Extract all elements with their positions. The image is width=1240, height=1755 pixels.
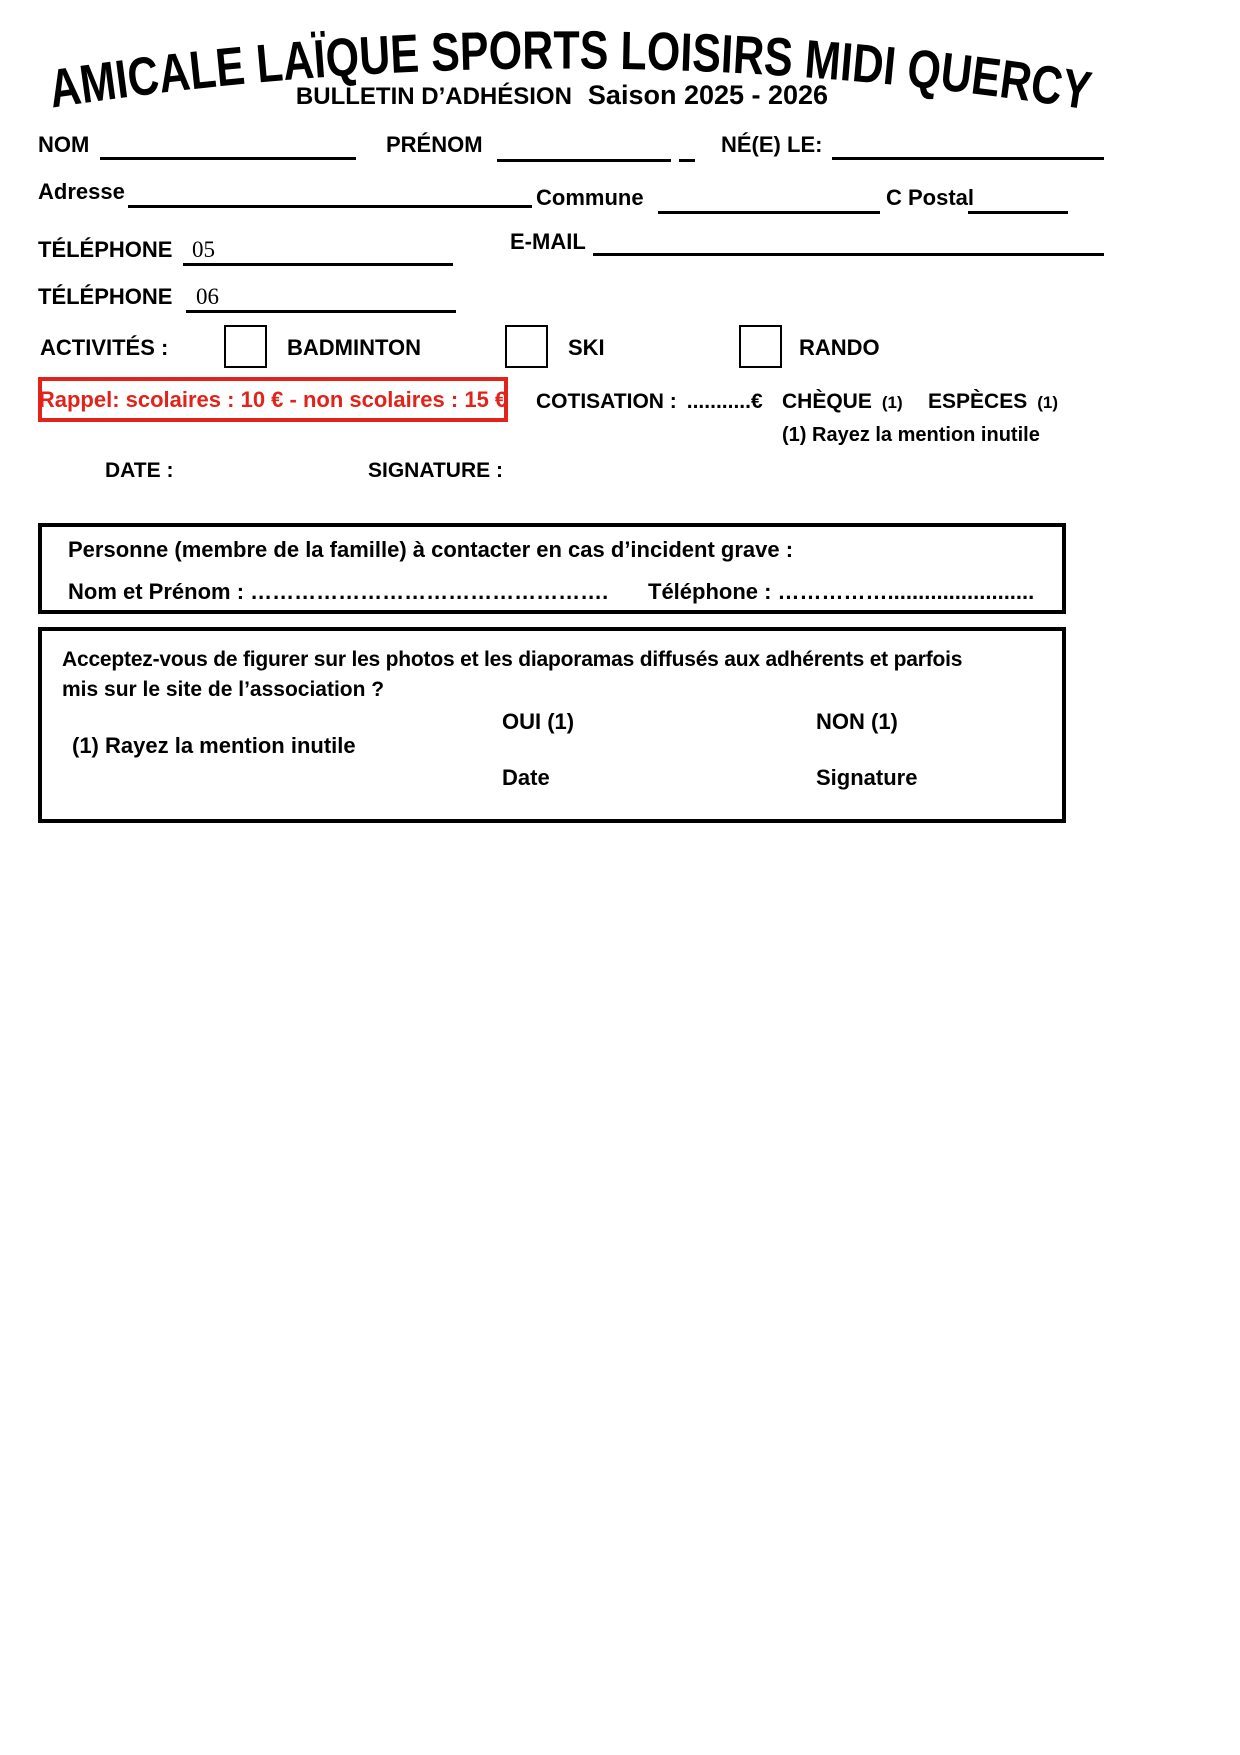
oui-label: OUI (1) [502, 709, 575, 734]
especes-strike-mark: (1) [1037, 393, 1058, 412]
especes-option [928, 389, 1058, 415]
season-label: Saison 2025 - 2026 [587, 80, 829, 110]
phone2-field-line [186, 310, 456, 313]
cheque-label: CHÈQUE [782, 390, 872, 413]
photo-date-label: Date [502, 765, 550, 790]
fee-reminder-box [38, 377, 508, 422]
activities-label: ACTIVITÉS : [40, 335, 169, 360]
phone2-label: TÉLÉPHONE [38, 284, 173, 309]
phone1-prefix: 05 [192, 237, 215, 262]
club-title-text: AMICALE LAÏQUE SPORTS LOISIRS MIDI QUERCY [45, 20, 1103, 123]
cotisation-value: ...........€ [686, 390, 763, 413]
ski-label: SKI [568, 335, 605, 360]
fee-reminder-text: Rappel: scolaires : 10 € - non scolaires : 15 € [38, 386, 508, 412]
birthdate-label: NÉ(E) LE: [721, 132, 823, 157]
rando-label: RANDO [799, 335, 880, 360]
phone1-label: TÉLÉPHONE [38, 237, 173, 262]
club-title-arc [0, 4, 1240, 132]
commune-label: Commune [536, 185, 644, 210]
cheque-option [782, 389, 903, 415]
commune-field-line [658, 211, 880, 214]
emergency-name-line: Nom et Prénom : …………………………………………. [68, 579, 609, 604]
strike-note: (1) Rayez la mention inutile [782, 424, 1040, 446]
rando-checkbox [739, 325, 782, 368]
email-field-line [593, 253, 1104, 256]
cotisation-row [536, 389, 763, 415]
address-label: Adresse [38, 179, 125, 204]
prenom-field-line-end [679, 159, 695, 162]
emergency-contact-box [38, 523, 1066, 614]
postal-code-label: C Postal [886, 185, 975, 210]
nom-label: NOM [38, 132, 90, 157]
date-label: DATE : [105, 459, 174, 482]
ski-checkbox [505, 325, 548, 368]
non-label: NON (1) [816, 709, 898, 734]
nom-field-line [100, 157, 356, 160]
phone2-prefix: 06 [196, 284, 219, 309]
phone1-field-line [183, 263, 453, 266]
photo-question-line2: mis sur le site de l’association ? [62, 678, 385, 701]
emergency-phone-line: Téléphone : ……………........................ [648, 579, 1035, 604]
especes-label: ESPÈCES [928, 390, 1028, 413]
birthdate-field-line [832, 157, 1104, 160]
emergency-contact-title: Personne (membre de la famille) à contacter en cas d’incident grave : [68, 537, 794, 562]
prenom-label: PRÉNOM [386, 132, 483, 157]
signature-label: SIGNATURE : [368, 459, 503, 482]
postal-code-field-line [968, 211, 1068, 214]
cheque-strike-mark: (1) [881, 393, 903, 412]
subtitle-row [0, 82, 1124, 110]
photo-signature-label: Signature [816, 765, 918, 790]
address-field-line [128, 205, 532, 208]
bulletin-label: BULLETIN D’ADHÉSION [295, 83, 572, 110]
badminton-checkbox [224, 325, 267, 368]
photo-consent-box [38, 627, 1066, 823]
badminton-label: BADMINTON [287, 335, 422, 360]
email-label: E-MAIL [510, 229, 586, 254]
photo-question-line1: Acceptez-vous de figurer sur les photos et les diaporamas diffusés aux adhérents et parfois [62, 648, 963, 671]
photo-strike-note: (1) Rayez la mention inutile [72, 733, 356, 758]
prenom-field-line [497, 159, 671, 162]
cotisation-label: COTISATION : [536, 390, 677, 413]
